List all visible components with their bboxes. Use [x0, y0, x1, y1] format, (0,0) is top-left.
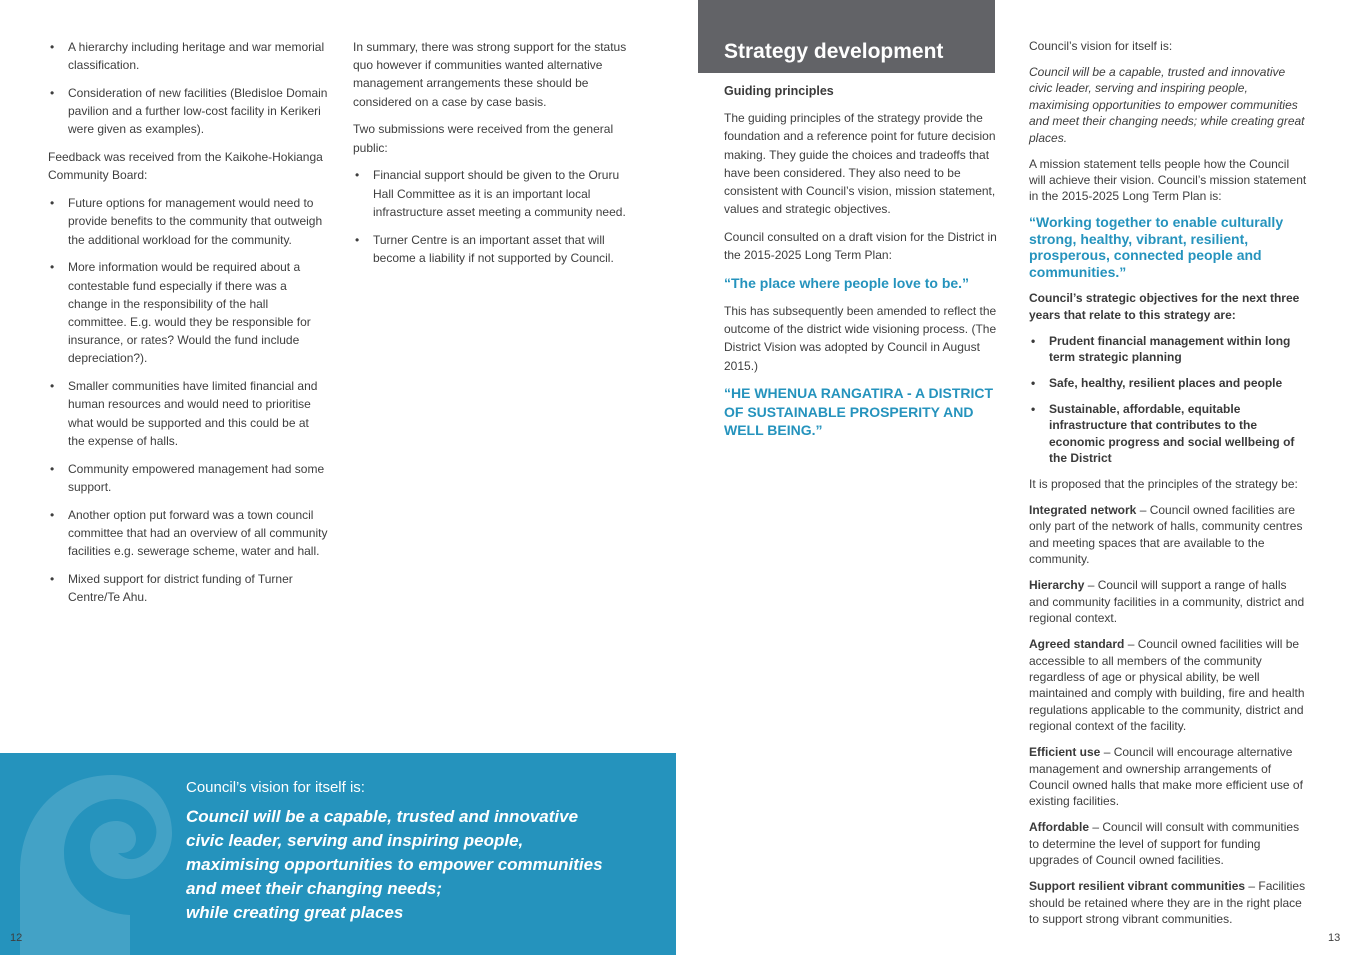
principle-item — [1029, 878, 1309, 927]
district-vision-quote: “HE WHENUA RANGATIRA - A DISTRICT OF SUSTAINABLE PROSPERITY AND WELL BEING.” — [724, 385, 994, 439]
council-vision-intro: Council’s vision for itself is: — [1029, 39, 1173, 53]
mission-paragraph: A mission statement tells people how the Council will achieve their vision. Council’s mission statement in the 2015-2025 Long Term Plan is: — [1029, 156, 1307, 204]
principle-term: Affordable — [1029, 820, 1089, 835]
vision-banner — [0, 753, 676, 955]
principle-text: – Council owned facilities will be accessible to all members of the community regardless of age or physical ability, be well maintained and comply with building, fire and health regulations applicable to the community, district and regional context of the facility. — [1029, 637, 1305, 734]
draft-vision-paragraph: Council consulted on a draft vision for the District in the 2015-2025 Long Term Plan: — [724, 230, 997, 263]
right-column-1 — [724, 82, 1000, 440]
community-board-paragraph: Feedback was received from the Kaikohe-Hokianga Community Board: — [48, 150, 323, 183]
page-number-left: 12 — [10, 932, 23, 944]
objectives-list — [1029, 333, 1309, 467]
principles-intro: It is proposed that the principles of the strategy be: — [1029, 477, 1298, 492]
principle-item — [1029, 502, 1309, 568]
principle-term: Efficient use — [1029, 745, 1101, 760]
vision-line: civic leader, serving and inspiring people, — [186, 831, 524, 850]
principle-term: Integrated network — [1029, 503, 1137, 518]
vision-line: maximising opportunities to empower communities — [186, 855, 603, 874]
koru-motif-icon — [0, 753, 200, 955]
banner-intro: Council’s vision for itself is: — [186, 779, 365, 796]
list-item: • Prudent financial management within long term strategic planning — [1029, 333, 1309, 366]
council-vision-statement: Council will be a capable, trusted and innovative civic leader, serving and inspiring people, maximising opportunities to empower communities and meet their changing needs; while creating great places. — [1029, 65, 1305, 145]
principle-term: Support resilient vibrant communities — [1029, 879, 1246, 894]
page-number-right: 13 — [1328, 932, 1341, 944]
objectives-heading: Council’s strategic objectives for the next three years that relate to this strategy are: — [1029, 291, 1300, 322]
public-submissions-list — [353, 166, 633, 267]
vision-line: and meet their changing needs; — [186, 879, 442, 898]
principle-item — [1029, 744, 1309, 810]
public-submissions-paragraph: Two submissions were received from the general public: — [353, 122, 614, 155]
list-item: • Community empowered management had some support. — [48, 460, 328, 496]
list-item: • Sustainable, affordable, equitable infrastructure that contributes to the economic progress and social wellbeing of the District — [1029, 401, 1309, 467]
principle-text: – Council will consult with communities to determine the level of support for funding upgrades of Council owned facilities. — [1029, 820, 1300, 868]
mission-quote: “Working together to enable culturally strong, healthy, vibrant, resilient, prosperous, connected people and communities.” — [1029, 214, 1284, 280]
vision-line: while creating great places — [186, 903, 404, 922]
list-item: • Safe, healthy, resilient places and people — [1029, 375, 1309, 391]
list-item: • Another option put forward was a town council committee that had an overview of all community facilities e.g. sewerage scheme, water and hall. — [48, 506, 328, 561]
section-title-box — [698, 0, 995, 73]
principle-term: Hierarchy — [1029, 578, 1085, 593]
hierarchy-bullet-list — [48, 38, 328, 139]
page-title: Strategy development — [724, 40, 944, 63]
list-item: • Turner Centre is an important asset that will become a liability if not supported by Council. — [353, 231, 633, 267]
list-item: • Mixed support for district funding of Turner Centre/Te Ahu. — [48, 570, 328, 606]
principle-text: – Facilities should be retained where they are in the right place to support strong vibrant communities. — [1029, 879, 1306, 926]
right-column-2 — [1029, 38, 1309, 937]
list-item: • Consideration of new facilities (Bledisloe Domain pavilion and a further low-cost facility in Kerikeri were given as examples). — [48, 84, 328, 139]
guiding-principles-heading: Guiding principles — [724, 84, 834, 98]
principle-item — [1029, 636, 1309, 734]
vision-line: Council will be a capable, trusted and innovative — [186, 807, 579, 826]
list-item: • Future options for management would need to provide benefits to the community that outweigh the additional workload for the community. — [48, 194, 328, 249]
left-column-1 — [48, 38, 328, 616]
principle-text: – Council will support a range of halls and community facilities in a community, district and regional context. — [1029, 578, 1305, 626]
left-column-2 — [353, 38, 633, 277]
banner-vision-statement — [186, 805, 656, 925]
draft-vision-quote: “The place where people love to be.” — [724, 275, 970, 292]
principle-item — [1029, 577, 1309, 626]
principle-text: – Council will encourage alternative management and ownership arrangements of Council owned halls that make more efficient use of existing facilities. — [1029, 745, 1303, 809]
principle-text: – Council owned facilities are only part of the network of halls, community centres and meeting spaces that are available to the community. — [1029, 503, 1303, 567]
principle-term: Agreed standard — [1029, 637, 1125, 652]
list-item: • Smaller communities have limited financial and human resources and would need to prioritise what would be supported and this could be at the expense of halls. — [48, 377, 328, 450]
guiding-principles-paragraph: The guiding principles of the strategy provide the foundation and a reference point for future decision making. They guide the choices and tradeoffs that have been considered. They also need to be consistent with Council’s vision, mission statement, values and strategic objectives. — [724, 111, 996, 217]
list-item: • A hierarchy including heritage and war memorial classification. — [48, 38, 328, 74]
list-item: • More information would be required about a contestable fund especially if there was a change in the responsibility of the hall committee. E.g. would they be responsible for insurance, or rates? Would the fund include depreciation?). — [48, 258, 328, 367]
amended-vision-paragraph: This has subsequently been amended to reflect the outcome of the district wide visioning process. (The District Vision was adopted by Council in August 2015.) — [724, 304, 997, 373]
summary-paragraph: In summary, there was strong support for the status quo however if communities wanted alternative management arrangements these should be considered on a case by case basis. — [353, 40, 627, 109]
list-item: • Financial support should be given to the Oruru Hall Committee as it is an important local infrastructure asset meeting a community need. — [353, 166, 633, 221]
principle-item — [1029, 819, 1309, 868]
community-board-feedback-list — [48, 194, 328, 606]
